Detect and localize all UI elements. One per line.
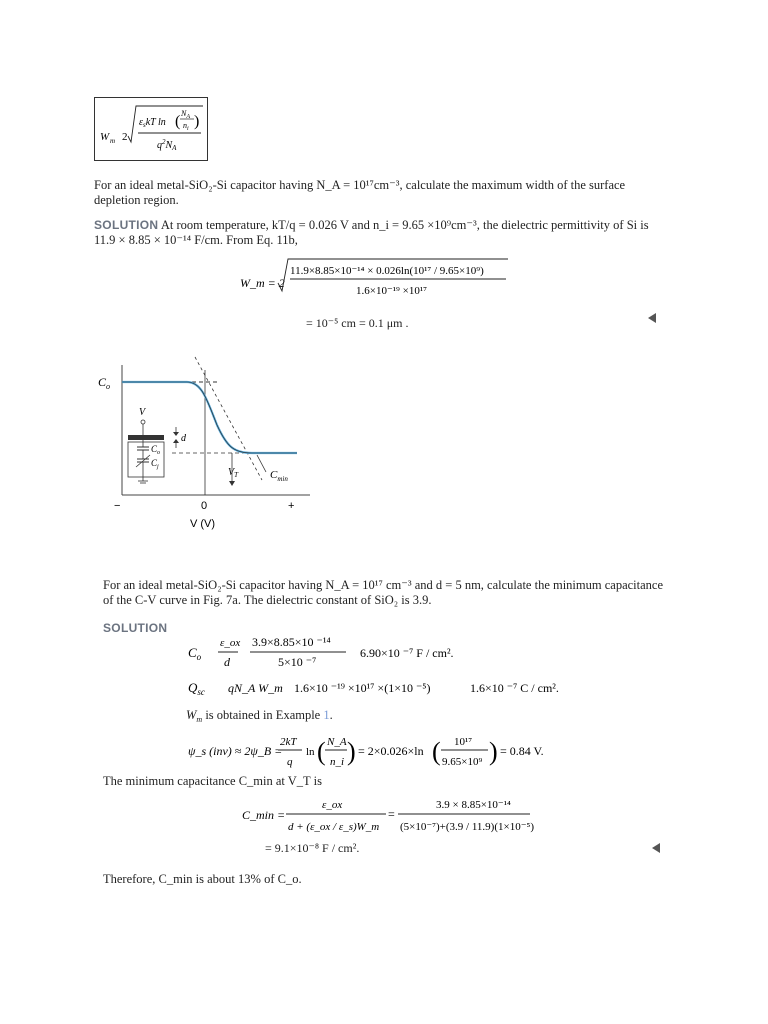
- example-1-link[interactable]: 1: [323, 708, 330, 722]
- psi-ln: ln: [306, 746, 315, 758]
- label-cj: $C_j$: [151, 458, 159, 470]
- example1-solution-text: At room temperature, kT/q = 0.026 V and n_i = 9.65 ×10⁹cm⁻³, the dielectric permittivity of Si is 11.9 × 8.85 × 10⁻¹⁴ F/cm. From Eq. 11b,: [94, 218, 649, 247]
- fb-den: $q^2N_A$: [157, 138, 177, 152]
- cmin-lhs: C_min =: [242, 808, 286, 822]
- wm-note-sub: m: [196, 715, 203, 724]
- cmin-f1-num: ε_ox: [322, 799, 343, 811]
- wm-note-prefix: W: [186, 708, 197, 722]
- fb-inner-den: $n_i$: [183, 121, 189, 132]
- fb-paren-r: ): [194, 113, 200, 130]
- label-cmin: $C_{min}$: [270, 469, 288, 483]
- psi-lhs: ψ_s (inv) ≈ 2ψ_B =: [188, 744, 283, 758]
- label-vt: $V_T$: [228, 467, 239, 479]
- formula-box-svg: [95, 98, 207, 160]
- psi-paren2-l: (: [432, 737, 441, 766]
- co-result: 6.90×10 ⁻⁷ F / cm².: [360, 646, 454, 660]
- fb-inner-num: $N_A$: [181, 109, 191, 120]
- example1-result: = 10⁻⁵ cm = 0.1 μm .: [306, 316, 409, 330]
- fb-num: $\varepsilon_skT$ ln: [139, 117, 166, 129]
- psi-in-num: N_A: [327, 736, 347, 748]
- qsc-equation: [186, 676, 606, 700]
- psi-in2-num: 10¹⁷: [454, 736, 473, 748]
- label-co-small: $C_o$: [151, 444, 161, 456]
- d-arrowhead-bot: [173, 439, 179, 443]
- label-v: V: [139, 407, 146, 418]
- psi-equation: [186, 730, 566, 774]
- cmin-eq-sign: =: [388, 807, 395, 821]
- cv-figure: [92, 355, 322, 535]
- example1-problem: For an ideal metal-SiO₂-Si capacitor having N_A = 10¹⁷cm⁻³, calculate the maximum width of the surface depletion region.: [94, 178, 626, 207]
- tick-minus: −: [114, 500, 121, 512]
- psi-paren-l: (: [317, 737, 326, 766]
- psi-in2-den: 9.65×10⁹: [442, 756, 483, 768]
- qsc-lhs: $Q_{sc}$: [188, 680, 205, 697]
- fb-lhs-sub: m: [110, 137, 116, 145]
- co-lhs: $C_o$: [188, 645, 202, 662]
- tick-plus: +: [288, 500, 295, 512]
- tick-zero: 0: [201, 500, 208, 512]
- fb-coef: 2: [122, 131, 128, 143]
- qsc-expr: 1.6×10 ⁻¹⁹ ×10¹⁷ ×(1×10 ⁻⁵): [294, 681, 431, 695]
- psi-paren2-r: ): [489, 737, 498, 766]
- fb-lhs: W: [100, 131, 110, 143]
- wm-note-period: .: [329, 708, 333, 722]
- cmin-eq-svg: [240, 794, 540, 838]
- qsc-mid: qN_A W_m: [228, 681, 283, 695]
- end-marker-1: [648, 313, 656, 323]
- cv-figure-svg: [92, 355, 322, 535]
- wm-note-text: is obtained in Example: [202, 708, 324, 722]
- circuit-terminal: [141, 420, 145, 424]
- solution-label: SOLUTION: [94, 218, 159, 232]
- formula-box: [94, 97, 208, 161]
- co-equation: [186, 632, 516, 674]
- qsc-eq-svg: [186, 676, 606, 700]
- vt-arrowhead: [229, 481, 235, 486]
- cmin-equation: [240, 794, 540, 838]
- example2-solution-label: SOLUTION: [103, 621, 168, 635]
- cmin-intro: The minimum capacitance C_min at V_T is: [103, 774, 322, 788]
- co-f2-num: 3.9×8.85×10 ⁻¹⁴: [252, 635, 331, 649]
- cmin-result: = 9.1×10⁻⁸ F / cm².: [265, 841, 360, 855]
- cmin-leader: [257, 455, 266, 472]
- psi-frac-num: 2kT: [280, 736, 297, 748]
- cmin-f2-den: (5×10⁻⁷)+(3.9 / 11.9)(1×10⁻⁵): [400, 821, 535, 833]
- eq1-den: 1.6×10⁻¹⁹ ×10¹⁷: [356, 285, 427, 297]
- eq1-lhs: W_m = 2: [240, 276, 285, 290]
- example1-equation: [238, 255, 538, 303]
- qsc-result: 1.6×10 ⁻⁷ C / cm².: [470, 681, 559, 695]
- wm-note: [186, 708, 333, 724]
- example1-eq-svg: [238, 255, 538, 303]
- d-arrowhead-top: [173, 432, 179, 436]
- eq1-num: 11.9×8.85×10⁻¹⁴ × 0.026ln(10¹⁷ / 9.65×10⁹): [290, 265, 484, 277]
- circuit-gate: [128, 435, 164, 440]
- label-co: $C_o$: [98, 375, 111, 391]
- psi-mid: = 2×0.026×ln: [358, 744, 424, 758]
- psi-result: = 0.84 V.: [500, 744, 544, 758]
- co-eq-svg: [186, 632, 516, 674]
- cmin-f1-den: d + (ε_ox / ε_s)W_m: [288, 821, 380, 833]
- psi-frac-den: q: [287, 756, 293, 768]
- psi-paren-r: ): [347, 737, 356, 766]
- label-d: d: [181, 433, 186, 444]
- psi-in-den: n_i: [330, 756, 345, 768]
- co-f1-num: ε_ox: [220, 637, 241, 649]
- conclusion: Therefore, C_min is about 13% of C_o.: [103, 872, 302, 886]
- example1-solution: [94, 218, 666, 248]
- example2-problem: For an ideal metal-SiO₂-Si capacitor having N_A = 10¹⁷ cm⁻³ and d = 5 nm, calculate the minimum capacitance of the C-V curve in Fig. 7a. The dielectric constant of SiO₂ is 3.9.: [103, 578, 664, 607]
- co-f2-den: 5×10 ⁻⁷: [278, 655, 317, 669]
- end-marker-2: [652, 843, 660, 853]
- cmin-f2-num: 3.9 × 8.85×10⁻¹⁴: [436, 799, 511, 811]
- xaxis-label: V (V): [190, 518, 216, 530]
- fb-paren-l: (: [175, 113, 181, 130]
- psi-eq-svg: [186, 730, 566, 774]
- co-f1-den: d: [224, 655, 230, 669]
